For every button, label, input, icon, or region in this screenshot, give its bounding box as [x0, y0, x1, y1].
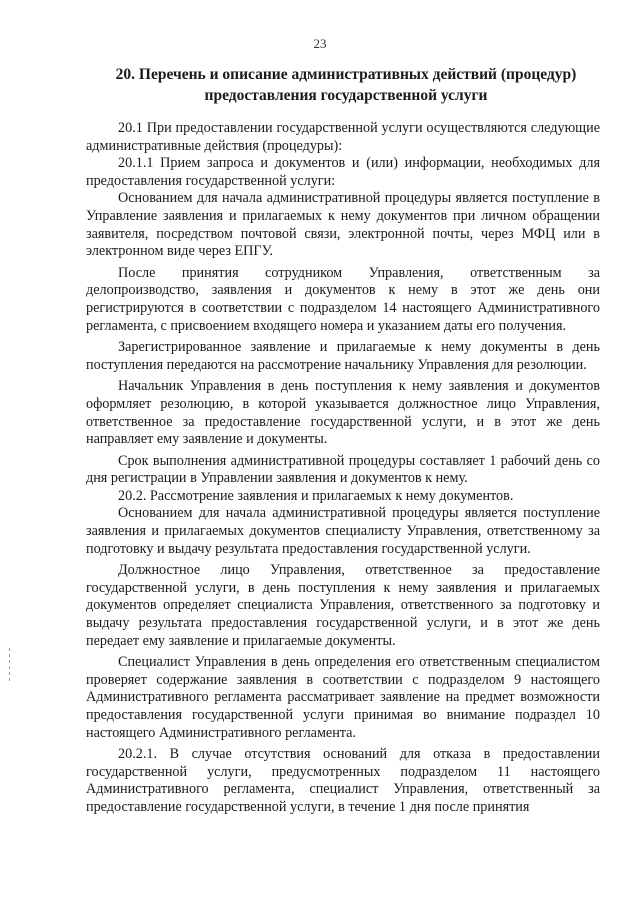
paragraph: Специалист Управления в день определения его ответственным специалистом проверяет содержание заявления в соответствии с подразделом 9 настоящего Административного регламента рассматривает заявление на предмет возможности предоставления государственной услуги принимая во внимание подраздел 10 настоящего Административного регламента. [86, 654, 600, 741]
paragraph: Начальник Управления в день поступления к нему заявления и документов оформляет резолюцию, в которой указывается должностное лицо Управления, ответственное за предоставление государственной услуги, и в этот же день направляет ему заявление и документы. [86, 378, 600, 448]
section-heading-line-1: 20. Перечень и описание административных действий (процедур) [115, 66, 577, 83]
section-heading [96, 64, 596, 106]
paragraph: Должностное лицо Управления, ответственное за предоставление государственной услуги, в день поступления к нему заявления и прилагаемых документов определяет специалиста Управления, ответственного за подготовку и выдачу результата предоставления государственной услуги, и в этот же день передает ему заявление и прилагаемые документы. [86, 562, 600, 649]
paragraph: 20.2.1. В случае отсутствия оснований для отказа в предоставлении государственной услуги, предусмотренных подразделом 11 настоящего Административного регламента, специалист Управления, ответственный за предоставление государственной услуги, в течение 1 дня после принятия [86, 746, 600, 815]
paragraph: Основанием для начала административной процедуры является поступление в Управление заявления и прилагаемых к нему документов при личном обращении заявителя, посредством почтовой связи, электронной почты, через МФЦ или в электронном виде через ЕПГУ. [86, 190, 600, 260]
paragraph: Основанием для начала административной процедуры является поступление заявления и прилагаемых документов специалисту Управления, ответственному за подготовку и выдачу результата предоставления государственной услуги. [86, 505, 600, 557]
paragraph: 20.1 При предоставлении государственной услуги осуществляются следующие административные действия (процедуры): [86, 120, 600, 154]
paragraph: После принятия сотрудником Управления, ответственным за делопроизводство, заявления и документов к нему в этот же день они регистрируются в соответствии с подразделом 14 настоящего Административного регламента, с присвоением входящего номера и указанием даты его получения. [86, 264, 600, 334]
paragraph: Срок выполнения административной процедуры составляет 1 рабочий день со дня регистрации в Управлении заявления и документов к нему. [86, 452, 600, 487]
section-heading-line-2: предоставления государственной услуги [204, 87, 488, 104]
page-number: 23 [313, 36, 327, 51]
paragraph: 20.1.1 Прием запроса и документов и (или) информации, необходимых для предоставления государственной услуги: [86, 155, 600, 189]
paragraph: 20.2. Рассмотрение заявления и прилагаемых к нему документов. [118, 487, 514, 504]
document-body [86, 120, 600, 821]
binding-margin-marks [8, 648, 12, 696]
paragraph: Зарегистрированное заявление и прилагаемые к нему документы в день поступления передаются на рассмотрение начальнику Управления для резолюции. [86, 339, 600, 373]
